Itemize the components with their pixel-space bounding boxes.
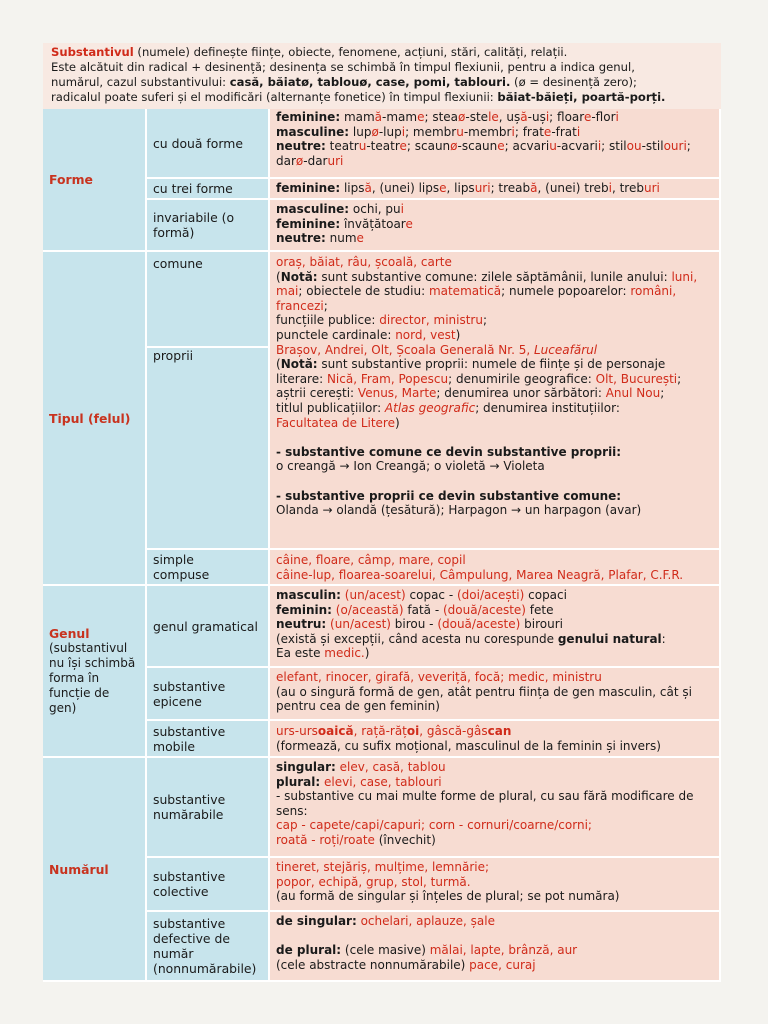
text-fragment: , uș [498, 110, 521, 124]
text-fragment: e [543, 124, 552, 139]
text-fragment: u [456, 124, 464, 139]
text-fragment: , rață-răț [353, 724, 407, 738]
forme-trei-label: cu trei forme [147, 179, 270, 200]
text-fragment: teatr [325, 139, 359, 154]
forme-doua-neut: neutre: teatru-teatre; scaunø-scaune; acvariu-acvarii; stilou-stilouri; [276, 139, 691, 154]
intro-line-4: radicalul poate suferi și el modificări (alternanțe fonetice) în timpul flexiunii: băiat-băieți, poartă-porți. [51, 90, 666, 104]
text-fragment: ; stea [424, 110, 459, 124]
text-fragment: i [545, 110, 550, 124]
text-fragment: ă [520, 110, 528, 124]
numarul-num-label: substantive numărabile [147, 758, 270, 858]
text-fragment: ø [371, 124, 379, 139]
section-tipul-label: Tipul (felul) [43, 252, 147, 586]
seg-line [276, 724, 511, 738]
text-fragment: i [597, 139, 602, 154]
text-fragment: ; acvari [504, 139, 550, 154]
text-fragment: e [439, 181, 447, 196]
text-fragment: e [356, 231, 364, 246]
text-fragment: ø [458, 110, 466, 124]
seg-line [340, 217, 413, 231]
text-fragment: ou [626, 139, 642, 154]
text-fragment: -scaun [457, 139, 498, 154]
grammar-table [43, 109, 721, 982]
text-fragment: ; treab [490, 181, 531, 196]
tipul-simple-content: câine, floare, câmp, mare, copil câine-lup, floarea-soarelui, Câmpulung, Marea Neagră, Plafar, C.F.R. [270, 550, 721, 586]
grammar-sheet [43, 43, 721, 982]
text-fragment: -flor [591, 110, 616, 124]
text-fragment: ø [295, 153, 304, 168]
text-fragment: , lips [446, 181, 475, 196]
text-fragment: -uș [527, 110, 546, 124]
seg-line [326, 139, 691, 153]
genul-epi-content: elefant, rinocer, girafă, veveriță, focă; medic, ministru (au o singură formă de gen, atât pentru ființa de gen masculin, cât și pentru cea de gen feminin) [270, 668, 721, 721]
text-fragment: e [417, 110, 425, 124]
text-fragment: -teatr [366, 139, 400, 154]
intro-block [43, 43, 721, 109]
text-fragment: oaică [317, 724, 354, 738]
genul-gram-content: masculin: (un/acest) copac - (doi/acești) copaci feminin: (o/această) fată - (două/aceste) fete neutru: (un/acest) birou - (două/aceste) birouri (există și excepții, când acesta nu corespunde genului natural: Ea este medic.) [270, 586, 721, 668]
genul-epi-label: substantive epicene [147, 668, 270, 721]
text-fragment: -frat [551, 124, 577, 139]
forme-invar-label: invariabile (o formă) [147, 200, 270, 252]
forme-doua-masc: masculine: lupø-lupi; membru-membri; frate-frati [276, 124, 581, 139]
text-fragment: -membr [463, 124, 512, 139]
text-fragment: uri [474, 181, 491, 196]
forme-doua-label: cu două forme [147, 109, 270, 179]
tipul-proprii-label: proprii [147, 348, 270, 550]
tipul-comune-label: comune [147, 252, 270, 348]
text-fragment: , (unei) lips [371, 181, 440, 196]
text-fragment: -acvari [556, 139, 598, 154]
text-fragment: ouri [663, 139, 687, 154]
text-fragment: ă [530, 181, 538, 196]
seg-line [276, 154, 343, 168]
text-fragment: can [487, 724, 512, 738]
section-forme-label: Forme [43, 109, 147, 252]
text-fragment: e [405, 216, 413, 231]
text-fragment: i [608, 181, 612, 196]
text-fragment: i [400, 202, 404, 216]
text-fragment: , (unei) treb [537, 181, 609, 196]
intro-line-3: numărul, cazul substantivului: casă, băiatø, tablouø, case, pomi, tablouri. (ø = desinență zero); [51, 75, 637, 89]
seg-line [349, 202, 404, 216]
numarul-def-content: de singular: ochelari, aplauze, șale de plural: (cele masive) mălai, lapte, brânză, aur (cele abstracte nonnumărabile) pace, curaj [270, 912, 721, 982]
text-fragment: u [549, 139, 557, 154]
text-fragment: urs-urs [276, 724, 318, 738]
text-fragment: mam [340, 110, 375, 124]
forme-doua-neut2 [276, 154, 713, 169]
text-fragment: e [497, 139, 505, 154]
tipul-content: oraș, băiat, râu, școală, carte (Notă: sunt substantive comune: zilele săptămânii, lunile anului: luni, mai; obiectele de studiu: matematică; numele popoarelor: români, francezi; funcțiile publice: director, ministru; punctele cardinale: nord, vest) Brașov, Andrei, Olt, Școala Generală Nr. 5, Luceafărul (Notă: sunt substantive proprii: numele de ființe și de personaje literare: Nică, Fram, Popescu; denumirile geografice: Olt, București; aștrii cerești: Venus, Marte; denumirea unor sărbători: Anul Nou; titlul publicațiilor: Atlas geografic; denumirea instituțiilor: Facultatea de Litere) - substantive comune ce devin substantive proprii: o creangă → Ion Creangă; o violetă → Violeta - substantive proprii ce devin substantive comune: Olanda → olandă (țesătură); Harpagon → un harpagon (avar) [270, 252, 721, 550]
text-fragment: i [401, 124, 406, 139]
text-fragment: ă [364, 181, 372, 196]
text-fragment: învățătoar [340, 216, 406, 231]
seg-line [349, 125, 580, 139]
text-fragment: , treb [611, 181, 644, 196]
numarul-col-label: substantive colective [147, 858, 270, 912]
text-fragment: le [488, 110, 499, 124]
section-numarul-label: Numărul [43, 758, 147, 982]
text-fragment: ; [686, 139, 691, 154]
genul-mob-label: substantive mobile [147, 721, 270, 758]
text-fragment: ă [374, 110, 383, 124]
intro-title: Substantivul [51, 45, 134, 59]
text-fragment: e [583, 110, 592, 124]
text-fragment: ; frat [514, 124, 544, 139]
text-fragment: lup [349, 124, 372, 139]
text-fragment: u [358, 139, 367, 154]
seg-line [340, 110, 619, 124]
forme-doua-fem: feminine: mamă-mame; steaø-stele, ușă-uși; floare-flori [276, 110, 619, 124]
text-fragment: ochi, pu [349, 202, 401, 216]
forme-doua-content [270, 109, 721, 179]
seg-line [326, 231, 364, 245]
numarul-def-label: substantive defective de număr (nonnumărabile) [147, 912, 270, 982]
text-fragment: i [511, 124, 515, 139]
intro-line-1: Substantivul (numele) definește ființe, obiecte, fenomene, acțiuni, stări, calități, relații. [51, 45, 568, 59]
text-fragment: num [325, 231, 357, 246]
text-fragment: i [576, 124, 581, 139]
text-fragment: -dar [303, 153, 328, 168]
genul-mob-content: urs-ursoaică, rață-rățoi, gâscă-gâscan (formează, cu sufix moțional, masculinul de la feminin și invers) [270, 721, 721, 758]
text-fragment: ø [450, 139, 458, 154]
text-fragment: oi [406, 724, 420, 738]
text-fragment: -lup [378, 124, 402, 139]
text-fragment: lips [340, 181, 365, 196]
seg-line [340, 181, 660, 195]
text-fragment: i [615, 110, 619, 124]
section-genul-label: Genul (substantivul nu își schimbă forma în funcție de gen) [43, 586, 147, 758]
text-fragment: e [399, 139, 407, 154]
text-fragment: -ste [465, 110, 489, 124]
numarul-col-content: tineret, stejăriș, mulțime, lemnărie; popor, echipă, grup, stol, turmă. (au formă de singular și înțeles de plural; se pot număra) [270, 858, 721, 912]
forme-invar-content: masculine: ochi, pui feminine: învățătoare neutre: nume [270, 200, 721, 252]
text-fragment: , gâscă-gâs [419, 724, 488, 738]
text-fragment: uri [327, 153, 344, 168]
tipul-simple-label: simple compuse [147, 550, 270, 586]
text-fragment: dar [276, 153, 296, 168]
intro-line-2: Este alcătuit din radical + desinență; desinența se schimbă în timpul flexiunii, pentru a indica genul, [51, 60, 635, 74]
text-fragment: ; stil [601, 139, 627, 154]
genul-gram-label: genul gramatical [147, 586, 270, 668]
text-fragment: ; scaun [406, 139, 451, 154]
text-fragment: ; floar [549, 110, 584, 124]
forme-trei-content: feminine: lipsă, (unei) lipse, lipsuri; treabă, (unei) trebi, treburi [270, 179, 721, 200]
text-fragment: -mam [382, 110, 418, 124]
text-fragment: ; membr [405, 124, 457, 139]
text-fragment: uri [643, 181, 660, 196]
numarul-num-content: singular: elev, casă, tablou plural: elevi, case, tablouri - substantive cu mai multe forme de plural, cu sau fără modificare de sens: cap - capete/capi/capuri; corn - cornuri/coarne/corni; roată - roți/roate (învechit) [270, 758, 721, 858]
text-fragment: -stil [641, 139, 664, 154]
